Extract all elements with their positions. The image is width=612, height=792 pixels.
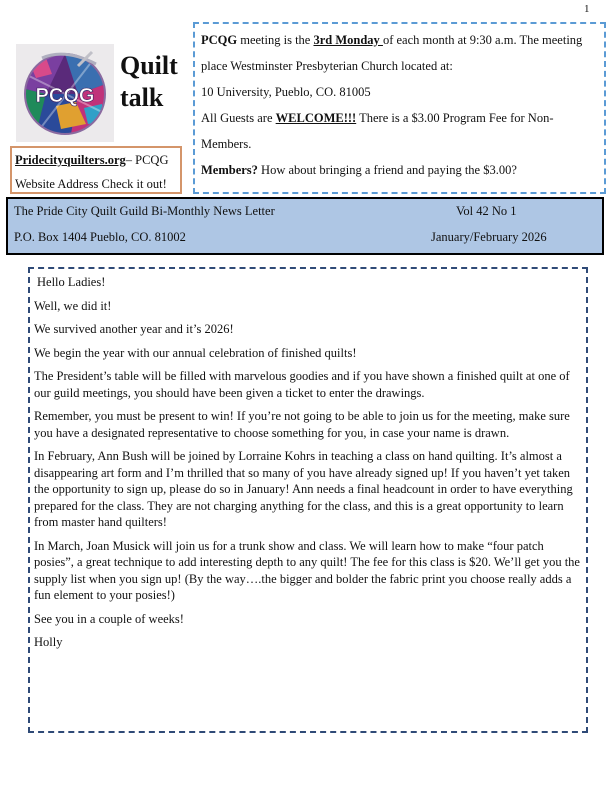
letter-paragraph: We begin the year with our annual celebration of finished quilts! (34, 345, 357, 360)
meeting-info-box (193, 22, 606, 194)
org-abbrev: PCQG (201, 33, 238, 47)
newsletter-banner (6, 197, 604, 255)
title-line-1: Quilt (120, 51, 178, 80)
meeting-address: 10 University, Pueblo, CO. 81005 (201, 85, 371, 99)
page-number: 1 (584, 3, 590, 15)
meeting-day: 3rd Monday (313, 33, 383, 47)
guest-text-b: There is a $3.00 Program Fee for Non-Members. (201, 111, 554, 151)
letter-paragraph: Well, we did it! (34, 298, 112, 313)
meeting-text-a: meeting is the (237, 33, 314, 47)
welcome-text: WELCOME!!! (275, 111, 357, 125)
meeting-text-b: of each month at 9:30 a.m. The meeting place Westminster Presbyterian Church located at: (201, 33, 583, 73)
letter-paragraph: In February, Ann Bush will be joined by Lorraine Kohrs in teaching a class on hand quilting. It’s almost a disappearing art form and I’m thrilled that so many of you have already signed up! If you haven’t yet taken the opportunity to sign up, please do so in January! Ann needs a final headcount in order to have everything prepared for the class. They are not charging anything for the class, and this is a great opportunity to learn from master hand quilters! (34, 449, 573, 529)
letter-signature: Holly (34, 635, 63, 649)
members-note (201, 157, 598, 183)
title-line-2: talk (120, 83, 164, 112)
website-link[interactable]: Pridecityquilters.org (15, 153, 126, 167)
letter-paragraph: The President’s table will be filled with marvelous goodies and if you have shown a finished quilt at one of our guild meetings, you should have been given a ticket to enter the drawings. (34, 369, 570, 400)
svg-text:PCQG: PCQG (35, 85, 95, 107)
letter-paragraph: We survived another year and it’s 2026! (34, 322, 234, 336)
letter-paragraph: Hello Ladies! (37, 275, 106, 289)
newsletter-title (120, 50, 178, 114)
members-label: Members? (201, 163, 258, 177)
meeting-schedule (201, 27, 598, 79)
volume-number: Vol 42 No 1 (456, 204, 517, 218)
issue-date: January/February 2026 (431, 230, 547, 244)
pcqg-logo-icon (16, 44, 114, 142)
members-text: How about bringing a friend and paying the $3.00? (257, 163, 517, 177)
letter-paragraph: See you in a couple of weeks! (34, 611, 184, 626)
letter-paragraph: In March, Joan Musick will join us for a trunk show and class. We will learn how to make “four patch posies”, a great technique to add interesting depth to any quilt! The fee for this class is $20. We’ll get you the supply list when you sign up! (By the way….the bigger and bolder the fabric print you choose really adds a fun element to your posies!) (34, 538, 580, 602)
website-box (10, 146, 182, 194)
website-caption: – PCQG Website Address Check it out! (15, 153, 169, 191)
guest-welcome (201, 105, 598, 157)
po-box: P.O. Box 1404 Pueblo, CO. 81002 (14, 230, 186, 244)
letter-paragraph: Remember, you must be present to win! If you’re not going to be able to join us for the meeting, make sure you have a designated representative to choose something for you, in case your name is drawn. (34, 409, 570, 440)
president-letter (28, 267, 588, 733)
guild-name: The Pride City Quilt Guild Bi-Monthly News Letter (14, 204, 275, 218)
guest-text-a: All Guests are (201, 111, 276, 125)
